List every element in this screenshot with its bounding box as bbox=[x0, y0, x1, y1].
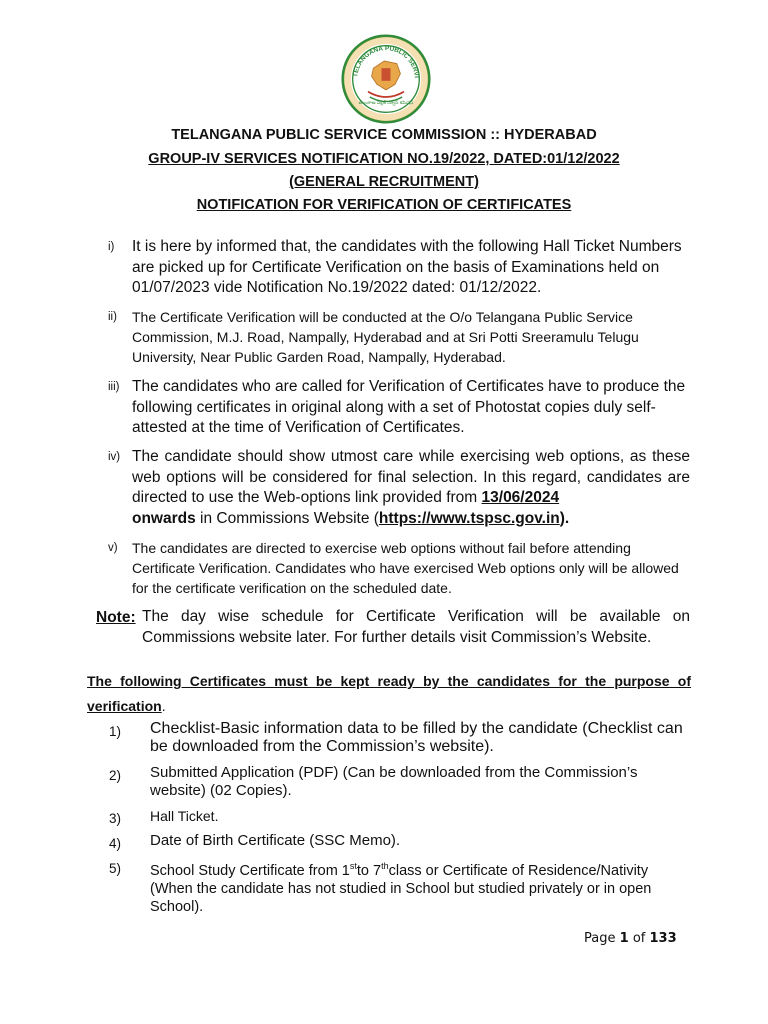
certificates-heading-text: The following Certificates must be kept ready by the candidates for the purpose of verification bbox=[87, 673, 691, 714]
onwards-label: onwards bbox=[132, 509, 196, 527]
logo-tagline: తెలంగాణ పబ్లిక్ సర్వీస్ కమిషన్ bbox=[358, 101, 414, 107]
certificates-heading-end: . bbox=[161, 698, 166, 714]
list-number: 1) bbox=[109, 724, 122, 739]
page-footer bbox=[584, 931, 677, 946]
item-text-part: ). bbox=[559, 509, 570, 527]
tspsc-emblem bbox=[341, 34, 431, 124]
page-number: 1 bbox=[619, 931, 629, 946]
item-text-part: in Commissions Website ( bbox=[195, 509, 379, 527]
list-item-part: class or Certificate of Residence/Nativity (When the candidate has not studied in School but studied privately or in open School). bbox=[150, 862, 652, 915]
header-notification: GROUP-IV SERVICES NOTIFICATION NO.19/2022, DATED:01/12/2022 bbox=[148, 151, 620, 167]
web-options-date: 13/06/2024 bbox=[481, 489, 560, 506]
list-item: Submitted Application (PDF) (Can be downloaded from the Commission’s website) (02 Copies). bbox=[150, 764, 638, 799]
tspsc-website-link[interactable]: https://www.tspsc.gov.in bbox=[378, 509, 560, 527]
item-text-part: The candidate should show utmost care while exercising web options, as these web options will be considered for final selection. In this regard, candidates are directed to use the Web-options link provided from bbox=[132, 448, 690, 506]
item-text: The candidates who are called for Verification of Certificates have to produce the following certificates in original along with a set of Photostat copies duly self-attested at the time of Verification of Certificates. bbox=[132, 378, 686, 436]
note-label: Note: bbox=[96, 609, 136, 626]
item-text: The candidates are directed to exercise web options without fail before attending Certificate Verification. Candidates who have exercised Web options only will be allowed for the certificate verification on the scheduled date. bbox=[132, 540, 679, 596]
page-label: Page bbox=[584, 931, 616, 946]
list-item: Checklist-Basic information data to be filled by the candidate (Checklist can be downloaded from the Commission’s website). bbox=[150, 720, 683, 755]
svg-text:TELANGANA PUBLIC SERVICE COMMI: TELANGANA PUBLIC SERVI bbox=[352, 45, 420, 79]
header-recruitment: (GENERAL RECRUITMENT) bbox=[289, 174, 479, 190]
superscript: th bbox=[381, 861, 389, 871]
list-item-part: School Study Certificate from 1 bbox=[150, 862, 350, 879]
certificates-heading bbox=[87, 669, 691, 719]
list-item: Date of Birth Certificate (SSC Memo). bbox=[150, 832, 401, 849]
tspsc-logo bbox=[341, 34, 431, 124]
list-item-part: to 7 bbox=[356, 862, 382, 879]
list-number: 4) bbox=[109, 836, 122, 851]
item-number: i) bbox=[108, 241, 115, 253]
item-number: iv) bbox=[108, 451, 121, 463]
header-title: TELANGANA PUBLIC SERVICE COMMISSION :: HYDERABAD bbox=[171, 127, 597, 143]
item-text: It is here by informed that, the candidates with the following Hall Ticket Numbers are picked up for Certificate Verification on the basis of Examinations held on 01/07/2023 vide Notification No.19/2022 dated: 01/12/2022. bbox=[132, 238, 682, 296]
of-label: of bbox=[632, 931, 646, 946]
list-number: 2) bbox=[109, 768, 122, 783]
superscript: st bbox=[349, 861, 357, 871]
note-text: The day wise schedule for Certificate Verification will be available on Commissions website later. For further details visit Commission’s Website. bbox=[142, 608, 690, 646]
list-number: 3) bbox=[109, 811, 122, 826]
item-number: iii) bbox=[108, 381, 120, 393]
page-total: 133 bbox=[649, 931, 677, 946]
list-item: Hall Ticket. bbox=[150, 808, 219, 824]
header-subject: NOTIFICATION FOR VERIFICATION OF CERTIFICATES bbox=[196, 197, 572, 213]
list-number: 5) bbox=[109, 861, 122, 876]
item-text: The Certificate Verification will be conducted at the O/o Telangana Public Service Commission, M.J. Road, Nampally, Hyderabad and at Sri Potti Sreeramulu Telugu University, Near Public Garden Road, Nampally, Hyderabad. bbox=[132, 309, 639, 365]
item-number: v) bbox=[108, 542, 118, 554]
item-number: ii) bbox=[108, 311, 117, 323]
list-item bbox=[150, 857, 690, 916]
item-text bbox=[132, 447, 690, 529]
